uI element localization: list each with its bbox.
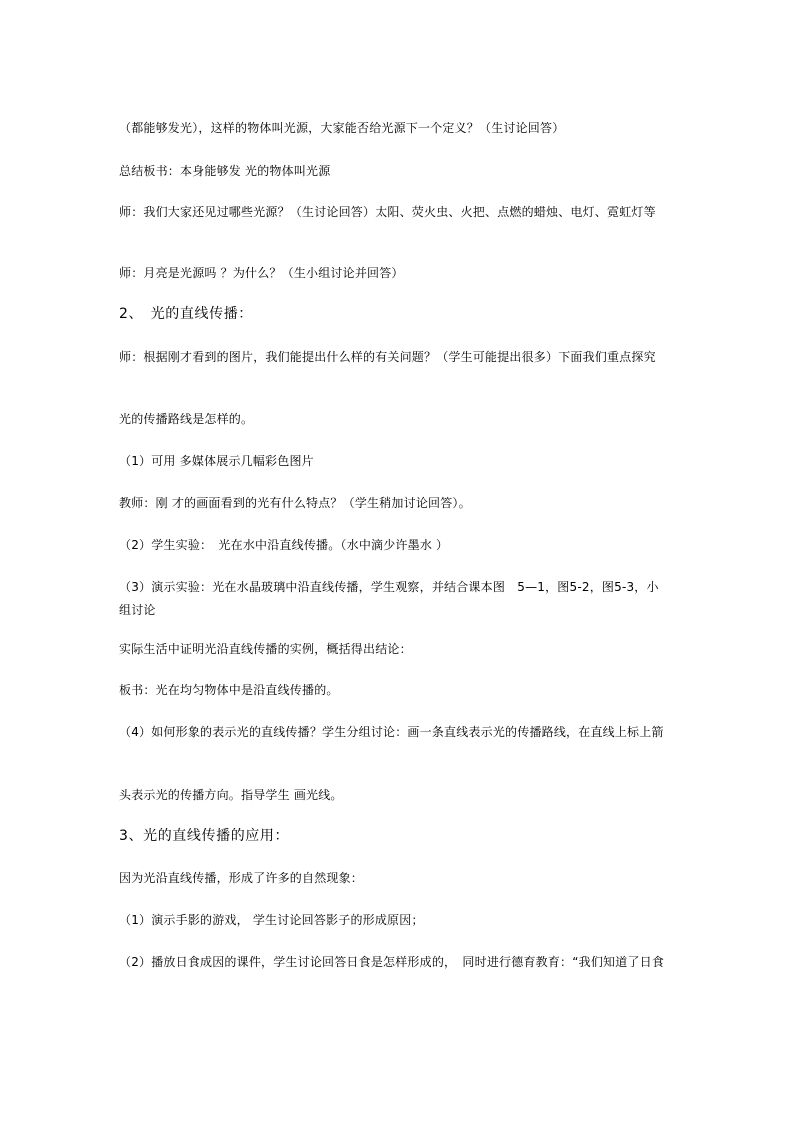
paragraph-real-life-examples: 实际生活中证明光沿直线传播的实例，概括得出结论： xyxy=(119,642,412,656)
paragraph-step-3: （3）演示实验：光在水晶玻璃中沿直线传播，学生观察，并结合课本图 5—1，图5-2，图5-3，小组讨论 xyxy=(119,580,659,617)
paragraph-board-conclusion: 板书：光在均匀物体中是沿直线传播的。 xyxy=(119,683,339,697)
paragraph-solar-eclipse: （2）播放日食成因的课件，学生讨论回答日食是怎样形成的， 同时进行德育教育：“我们知道了日食 xyxy=(119,955,665,969)
paragraph-light-source-intro: （都能够发光），这样的物体叫光源，大家能否给光源下一个定义？（生讨论回答） xyxy=(119,121,565,135)
paragraph-natural-phenomena: 因为光沿直线传播，形成了许多的自然现象： xyxy=(119,871,364,885)
paragraph-step-1: （1）可用 多媒体展示几幅彩色图片 xyxy=(119,454,314,468)
paragraph-step-4: （4）如何形象的表示光的直线传播？学生分组讨论：画一条直线表示光的传播路线，在直线上标上箭 xyxy=(119,725,664,739)
paragraph-propagation-path: 光的传播路线是怎样的。 xyxy=(119,412,254,426)
paragraph-summary-board: 总结板书：本身能够发 光的物体叫光源 xyxy=(119,164,331,178)
paragraph-pictures-question: 师：根据刚才看到的图片，我们能提出什么样的有关问题？（学生可能提出很多）下面我们重点探究 xyxy=(119,350,656,364)
paragraph-light-source-examples: 师：我们大家还见过哪些光源？（生讨论回答）太阳、荧火虫、火把、点燃的蜡烛、电灯、霓虹灯等 xyxy=(119,205,656,219)
paragraph-moon-question: 师：月亮是光源吗 ？为什么？（生小组讨论并回答） xyxy=(119,266,404,280)
section-heading-2: 2、 光的直线传播： xyxy=(119,306,253,322)
paragraph-step-2: （2）学生实验： 光在水中沿直线传播。（水中滴少许墨水 ） xyxy=(119,538,449,552)
paragraph-arrow-direction: 头表示光的传播方向。指导学生 画光线。 xyxy=(119,788,343,802)
paragraph-shadow-game: （1）演示手影的游戏， 学生讨论回答影子的形成原因； xyxy=(119,913,424,927)
paragraph-teacher-question: 教师：刚 才的画面看到的光有什么特点？（学生稍加讨论回答）。 xyxy=(119,496,471,510)
section-heading-3: 3、光的直线传播的应用： xyxy=(119,828,290,844)
